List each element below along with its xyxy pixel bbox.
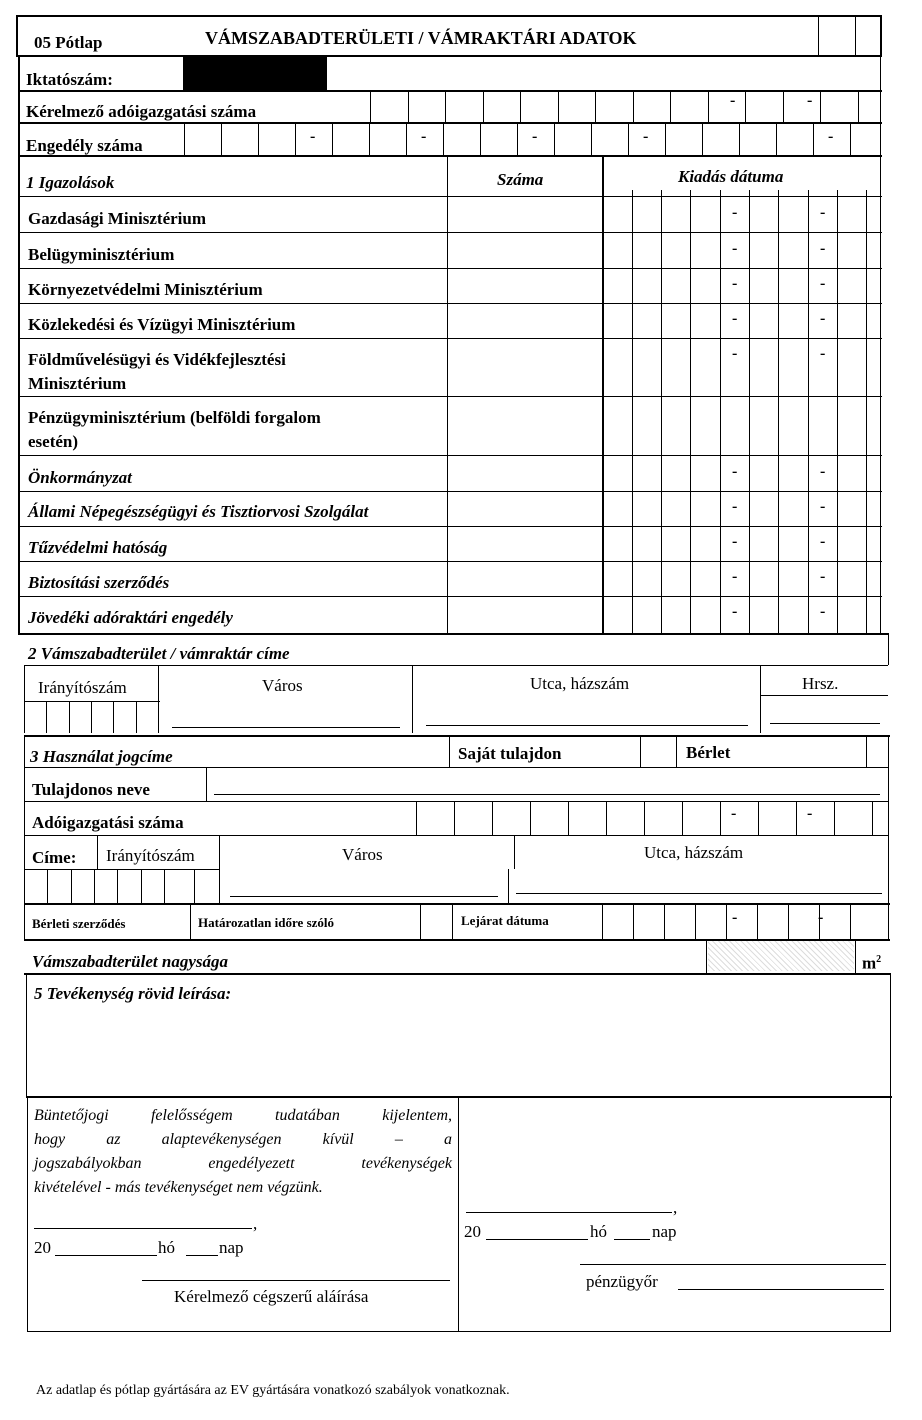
- s3-utca-line[interactable]: [516, 893, 882, 894]
- section1-title: 1 Igazolások: [26, 173, 115, 192]
- tevekenyseg-textarea[interactable]: [28, 1006, 888, 1094]
- kerelmezo-ado-cells[interactable]: - -: [370, 90, 880, 122]
- row-3-label: Környezetvédelmi Minisztérium: [28, 280, 263, 299]
- tulajdonos-line[interactable]: [214, 794, 880, 795]
- s2-hrsz-line[interactable]: [770, 723, 880, 724]
- s2-varos-line[interactable]: [172, 727, 400, 728]
- row-6-label-2: esetén): [28, 432, 79, 451]
- form-code: 05 Pótlap: [34, 33, 103, 52]
- adoig-cells[interactable]: - -: [416, 801, 888, 835]
- engedely-cells[interactable]: - - - - -: [184, 122, 880, 155]
- footer-note: Az adatlap és pótlap gyártására az EV gyártására vonatkozó szabályok vonatkoznak.: [36, 1383, 510, 1398]
- row-7-label: Önkormányzat: [28, 468, 132, 487]
- penzugyor-label: pénzügyőr: [586, 1272, 658, 1291]
- row-8-label: Állami Népegészségügyi és Tisztiorvosi Szolgálat: [28, 502, 369, 521]
- s3-utca: Utca, házszám: [644, 843, 744, 862]
- right-year-line[interactable]: [486, 1239, 588, 1240]
- adoig-label: Adóigazgatási száma: [32, 813, 184, 832]
- row-9-label: Tűzvédelmi hatóság: [28, 538, 168, 557]
- kerelmezo-ado-label: Kérelmező adóigazgatási száma: [26, 102, 257, 121]
- left-ho: hó: [158, 1238, 175, 1257]
- form-title: VÁMSZABADTERÜLETI / VÁMRAKTÁRI ADATOK: [205, 28, 637, 48]
- redacted-box: [183, 57, 326, 90]
- s2-utca: Utca, házszám: [530, 674, 630, 693]
- row-2-label: Belügyminisztérium: [28, 245, 175, 264]
- s2-zip-cells[interactable]: [24, 701, 158, 733]
- lejarat-label: Lejárat dátuma: [461, 913, 549, 928]
- decl-line-1: Büntetőjogi felelősségem tudatában kijelentem,: [34, 1107, 452, 1124]
- hatarozatlan-label: Határozatlan időre szóló: [198, 915, 335, 930]
- row-4-label: Közlekedési és Vízügyi Minisztérium: [28, 315, 296, 334]
- engedely-label: Engedély száma: [26, 136, 143, 155]
- nagysag-input[interactable]: [708, 941, 854, 971]
- s3-varos: Város: [342, 845, 383, 864]
- s2-iranyitoszam: Irányítószám: [38, 678, 127, 697]
- right-ho: hó: [590, 1222, 607, 1241]
- unit-m2: $m^2$: [862, 953, 882, 973]
- col-szama: Száma: [497, 170, 544, 189]
- right-comma: ,: [673, 1198, 678, 1217]
- left-comma: ,: [253, 1214, 258, 1233]
- row-11-label: Jövedéki adóraktári engedély: [28, 608, 233, 627]
- decl-line-3: jogszabályokban engedélyezett tevékenységek: [34, 1155, 452, 1172]
- decl-line-2: hogy az alaptevékenységen kívül – a: [34, 1131, 452, 1148]
- s3-varos-line[interactable]: [230, 896, 498, 897]
- s2-varos: Város: [262, 676, 303, 695]
- decl-line-4: kivételével - más tevékenységet nem végzünk.: [34, 1179, 323, 1196]
- s2-hrsz: Hrsz.: [802, 674, 839, 693]
- signature-label: Kérelmező cégszerű aláírása: [174, 1287, 369, 1306]
- sajat-label: Saját tulajdon: [458, 744, 562, 763]
- iktatoszam-label: Iktatószám:: [26, 70, 113, 89]
- left-day-line[interactable]: [186, 1255, 218, 1256]
- hatarozatlan-checkbox[interactable]: [421, 904, 451, 938]
- berlet-checkbox[interactable]: [867, 736, 887, 766]
- left-nap: nap: [219, 1238, 244, 1257]
- row-1-label: Gazdasági Minisztérium: [28, 209, 207, 228]
- penzugyor-line[interactable]: [678, 1289, 884, 1290]
- left-place-line[interactable]: [34, 1228, 252, 1229]
- right-place-line[interactable]: [466, 1212, 672, 1213]
- lejarat-date-cells[interactable]: - -: [602, 903, 888, 939]
- berlet-label: Bérlet: [686, 743, 731, 762]
- left-year-line[interactable]: [55, 1255, 157, 1256]
- signature-line[interactable]: [142, 1280, 450, 1281]
- left-year: 20: [34, 1238, 51, 1257]
- tulajdonos-label: Tulajdonos neve: [32, 780, 150, 799]
- cime-label: Címe:: [32, 848, 77, 867]
- kiadas-date-grid[interactable]: [602, 190, 880, 633]
- s2-utca-line[interactable]: [426, 725, 748, 726]
- s3-iranyitoszam: Irányítószám: [106, 846, 195, 865]
- right-nap: nap: [652, 1222, 677, 1241]
- right-year: 20: [464, 1222, 481, 1241]
- row-5-label: Földművelésügyi és Vidékfejlesztési: [28, 350, 286, 369]
- col-kiadas: Kiadás dátuma: [678, 167, 784, 186]
- right-day-line[interactable]: [614, 1239, 650, 1240]
- berleti-label: Bérleti szerződés: [32, 916, 126, 931]
- row-5-label-2: Minisztérium: [28, 374, 127, 393]
- row-10-label: Biztosítási szerződés: [28, 573, 170, 592]
- sajat-checkbox[interactable]: [641, 736, 675, 766]
- declaration-text: [34, 1104, 452, 1200]
- row-6-label: Pénzügyminisztérium (belföldi forgalom: [28, 408, 321, 427]
- section5-title: 5 Tevékenység rövid leírása:: [34, 984, 232, 1003]
- section4-title: Vámszabadterület nagysága: [32, 952, 228, 971]
- s3-zip-cells[interactable]: [24, 869, 219, 904]
- section3-title: 3 Használat jogcíme: [30, 747, 173, 766]
- right-top-line[interactable]: [580, 1264, 886, 1265]
- section2-title: 2 Vámszabadterület / vámraktár címe: [28, 644, 290, 663]
